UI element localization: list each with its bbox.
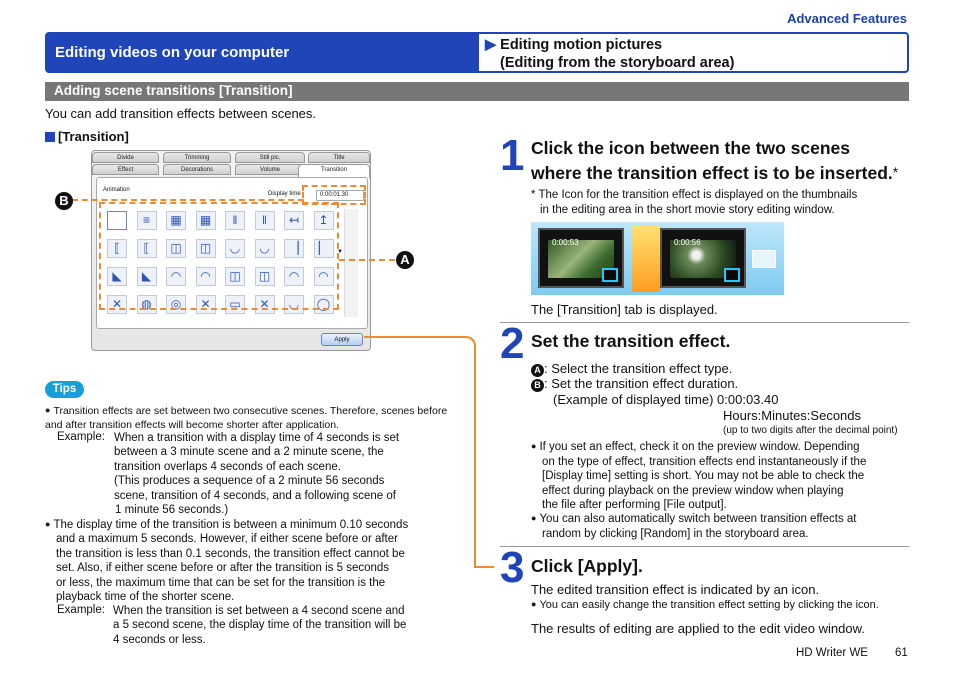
step-3-number: 3 bbox=[500, 543, 525, 592]
display-time-label: Display time bbox=[268, 191, 301, 197]
tips-example1-label: Example: bbox=[57, 431, 105, 443]
transition-effect-checker-icon[interactable]: ▦ bbox=[166, 211, 186, 230]
tips-example2-line: a 5 second scene, the display time of the transition will be bbox=[113, 619, 407, 632]
example-prefix: (Example of displayed time) bbox=[553, 392, 714, 407]
scroll-down-arrow-icon[interactable]: ▼ bbox=[337, 249, 343, 255]
scene-thumbnail-2[interactable] bbox=[660, 228, 746, 288]
transition-effect-cross-icon[interactable]: ✕ bbox=[196, 295, 216, 314]
header-right-line1: Editing motion pictures bbox=[500, 37, 663, 53]
transition-effect-arrow-up-icon[interactable]: ↥ bbox=[314, 211, 334, 230]
tab-still-pic[interactable]: Still pic. bbox=[235, 152, 305, 163]
label-b-badge-small: B bbox=[531, 379, 544, 392]
apply-connector-end bbox=[476, 566, 494, 568]
step-1-caption: The [Transition] tab is displayed. bbox=[531, 302, 718, 317]
page-number: 61 bbox=[895, 647, 908, 659]
tab-effect[interactable]: Effect bbox=[92, 164, 159, 175]
page-header bbox=[45, 32, 909, 73]
triangle-arrow-icon: ▶ bbox=[485, 37, 497, 53]
subheading bbox=[45, 129, 129, 144]
section-title: Adding scene transitions [Transition] bbox=[45, 82, 909, 101]
step-2-bullet-2 bbox=[531, 511, 857, 541]
step-2-bullet-1-line: the file after performing [File output]. bbox=[542, 499, 727, 511]
intro-text: You can add transition effects between scenes. bbox=[45, 106, 317, 121]
transition-effect-bar-center-icon[interactable]: ▭ bbox=[225, 295, 245, 314]
transition-effect-lines-icon[interactable]: ≡ bbox=[137, 211, 157, 230]
step-2-number: 2 bbox=[500, 319, 525, 368]
step-2-bullet-1-line: [Display time] setting is short. You may not be able to check the bbox=[542, 470, 865, 482]
transition-effect-bracket-icon[interactable]: ⟦ bbox=[137, 239, 157, 258]
transition-effect-bar-right-icon[interactable]: ▕ bbox=[284, 239, 304, 258]
effect-icon-box[interactable] bbox=[602, 268, 618, 282]
tips-badge: Tips bbox=[45, 381, 84, 398]
tips-example2-line: When the transition is set between a 4 second scene and bbox=[113, 605, 405, 617]
tips-example1-line: 1 minute 56 seconds.) bbox=[115, 504, 229, 517]
step-divider bbox=[500, 322, 909, 323]
transition-effect-corner-icon[interactable]: ◣ bbox=[137, 267, 157, 286]
transition-slot[interactable] bbox=[632, 226, 660, 292]
transition-effect-checker-icon[interactable]: ▦ bbox=[196, 211, 216, 230]
step-3-bullet: ● You can easily change the transition effect setting by clicking the icon. bbox=[531, 597, 879, 612]
animation-label: Animation bbox=[103, 187, 130, 193]
thumb-1-time: 0:00:53 bbox=[552, 238, 579, 247]
step-2-title: Set the transition effect. bbox=[531, 331, 731, 351]
tab-decorations[interactable]: Decorations bbox=[163, 164, 231, 175]
transition-effect-fold-icon[interactable]: ◠ bbox=[284, 267, 304, 286]
step-2-item-a: A : Select the transition effect type. bbox=[531, 361, 732, 377]
transition-effect-page-icon[interactable]: ◫ bbox=[255, 267, 275, 286]
display-time-field[interactable]: 0:00:01.30 bbox=[316, 190, 364, 201]
effect-grid-highlight bbox=[99, 202, 339, 310]
tips-example1-line: (This produces a sequence of a 2 minute 56 seconds bbox=[114, 475, 385, 488]
tips-example1-line: When a transition with a display time of 4 seconds is set bbox=[114, 432, 400, 444]
footer-product: HD Writer WE bbox=[796, 647, 868, 659]
step-1-note bbox=[531, 188, 857, 218]
tips-example1-line: between a 3 minute scene and a 2 minute scene, the bbox=[114, 446, 384, 459]
step-2-bullet-1-line: on the type of effect, transition effects end instantaneously if the bbox=[542, 455, 867, 468]
example-value: 0:00:03.40 bbox=[717, 392, 779, 407]
category-label: Advanced Features bbox=[787, 11, 907, 26]
step-1-title-line2: where the transition effect is to be inserted.* bbox=[531, 163, 899, 183]
tips-bullet-2-line: ● The display time of the transition is between a minimum 0.10 seconds bbox=[45, 517, 408, 532]
step-1-title bbox=[531, 136, 898, 185]
empty-slot bbox=[752, 250, 776, 268]
transition-effect-bracket-icon[interactable]: ⟦ bbox=[107, 239, 127, 258]
step-2-bullet-1-line: effect during playback on the preview window when playing bbox=[542, 484, 844, 497]
tips-example1-line: scene, transition of 4 seconds, and a following scene of bbox=[114, 489, 396, 502]
tips-bullet-1: ● Transition effects are set between two consecutive scenes. Therefore, scenes before and after transition effects will become shorter after application. bbox=[45, 403, 460, 432]
storyboard-thumbnails bbox=[531, 222, 784, 295]
time-format: Hours:Minutes:Seconds bbox=[723, 408, 862, 423]
tips-bullet-2-line: set. Also, if either scene before or after the transition is 5 seconds bbox=[56, 562, 390, 575]
transition-effect-fold-icon[interactable]: ◠ bbox=[196, 267, 216, 286]
callout-a-line bbox=[339, 259, 395, 261]
transition-effect-dots-icon[interactable]: ◍ bbox=[137, 295, 157, 314]
tips-bullet-2 bbox=[45, 517, 408, 604]
tips-bullet-2-line: the transition is less than 0.1 seconds, the transition effect cannot be bbox=[56, 547, 405, 560]
asterisk: * bbox=[892, 164, 899, 180]
label-a-badge-small: A bbox=[531, 364, 544, 377]
step-2-bullet-2-line: random by clicking [Random] in the storyboard area. bbox=[542, 527, 809, 540]
transition-effect-arc-icon[interactable]: ◡ bbox=[284, 295, 304, 314]
header-right-line2: (Editing from the storyboard area) bbox=[500, 55, 735, 71]
transition-effect-corner-icon[interactable]: ◣ bbox=[107, 267, 127, 286]
step-3-line1: The edited transition effect is indicated by an icon. bbox=[531, 582, 820, 597]
step-2-item-b: B : Set the transition effect duration. bbox=[531, 376, 738, 392]
transition-effect-page-icon[interactable]: ◫ bbox=[166, 239, 186, 258]
transition-effect-circle-icon[interactable]: ◯ bbox=[314, 295, 334, 314]
tips-example2-line: 4 seconds or less. bbox=[113, 633, 206, 646]
callout-b-line bbox=[72, 199, 304, 201]
step-1-number: 1 bbox=[500, 131, 525, 180]
transition-effect-bars-icon[interactable]: ‖ bbox=[255, 211, 275, 230]
tab-divide[interactable]: Divide bbox=[92, 152, 159, 163]
tips-bullet-2-line: or less, the maximum time that can be set for the transition is the bbox=[56, 576, 386, 589]
transition-effect-fold-icon[interactable]: ◠ bbox=[166, 267, 186, 286]
scene-thumbnail-1[interactable] bbox=[538, 228, 624, 288]
step-3-title: Click [Apply]. bbox=[531, 556, 643, 576]
transition-effect-arc-icon[interactable]: ◡ bbox=[255, 239, 275, 258]
tips-example1-line: transition overlaps 4 seconds of each scene. bbox=[114, 460, 341, 473]
transition-effect-page-icon[interactable]: ◫ bbox=[196, 239, 216, 258]
tips-bullet-2-line: playback time of the shorter scene. bbox=[56, 591, 235, 604]
step-2-bullet-1 bbox=[531, 439, 866, 513]
step-1-note-line2: in the editing area in the short movie story editing window. bbox=[540, 204, 835, 216]
tab-trimming[interactable]: Trimming bbox=[163, 152, 231, 163]
step-2-bullet-2-line: ● You can also automatically switch between transition effects at bbox=[531, 511, 857, 527]
tips-example1 bbox=[114, 431, 399, 517]
tab-title[interactable]: Title bbox=[308, 152, 370, 163]
square-bullet-icon bbox=[45, 132, 55, 142]
time-format-note: (up to two digits after the decimal point) bbox=[723, 425, 898, 436]
header-right-title bbox=[485, 36, 734, 72]
transition-effect-bars-icon[interactable]: ‖ bbox=[225, 211, 245, 230]
transition-effect-target-icon[interactable]: ◎ bbox=[166, 295, 186, 314]
label-a-badge: A bbox=[396, 251, 414, 269]
step-1-note-line1: * The Icon for the transition effect is displayed on the thumbnails bbox=[531, 189, 858, 201]
transition-effect-arrow-left-icon[interactable]: ↤ bbox=[284, 211, 304, 230]
transition-effect-fold-icon[interactable]: ◠ bbox=[314, 267, 334, 286]
step-divider bbox=[500, 546, 909, 547]
step-2-example bbox=[553, 392, 778, 407]
thumb-2-time: 0:00:56 bbox=[674, 238, 701, 247]
effect-icon-box[interactable] bbox=[724, 268, 740, 282]
tab-transition[interactable]: Transition bbox=[298, 164, 370, 178]
step-2-bullet-1-line: ● If you set an effect, check it on the preview window. Depending bbox=[531, 439, 866, 455]
grid-scrollbar[interactable] bbox=[344, 209, 358, 317]
label-b-badge: B bbox=[55, 192, 73, 210]
tips-example2-label: Example: bbox=[57, 604, 105, 616]
transition-effect-page-icon[interactable]: ◫ bbox=[225, 267, 245, 286]
transition-effect-arc-icon[interactable]: ◡ bbox=[225, 239, 245, 258]
tips-example2 bbox=[113, 604, 406, 647]
subheading-text: [Transition] bbox=[58, 129, 129, 144]
header-left-title: Editing videos on your computer bbox=[47, 34, 479, 71]
tips-bullet-2-line: and a maximum 5 seconds. However, if either scene before or after bbox=[56, 533, 398, 546]
step-1-title-line1: Click the icon between the two scenes bbox=[531, 138, 850, 158]
transition-effect-cross-icon[interactable]: ✕ bbox=[107, 295, 127, 314]
apply-button[interactable]: Apply bbox=[321, 333, 363, 346]
transition-effect-cross-icon[interactable]: ✕ bbox=[255, 295, 275, 314]
transition-effect-bar-left-icon[interactable]: ▏ bbox=[314, 239, 334, 258]
step-3-result: The results of editing are applied to the edit video window. bbox=[531, 621, 865, 636]
display-time-highlight bbox=[302, 185, 366, 205]
tab-volume[interactable]: Volume bbox=[235, 164, 305, 175]
